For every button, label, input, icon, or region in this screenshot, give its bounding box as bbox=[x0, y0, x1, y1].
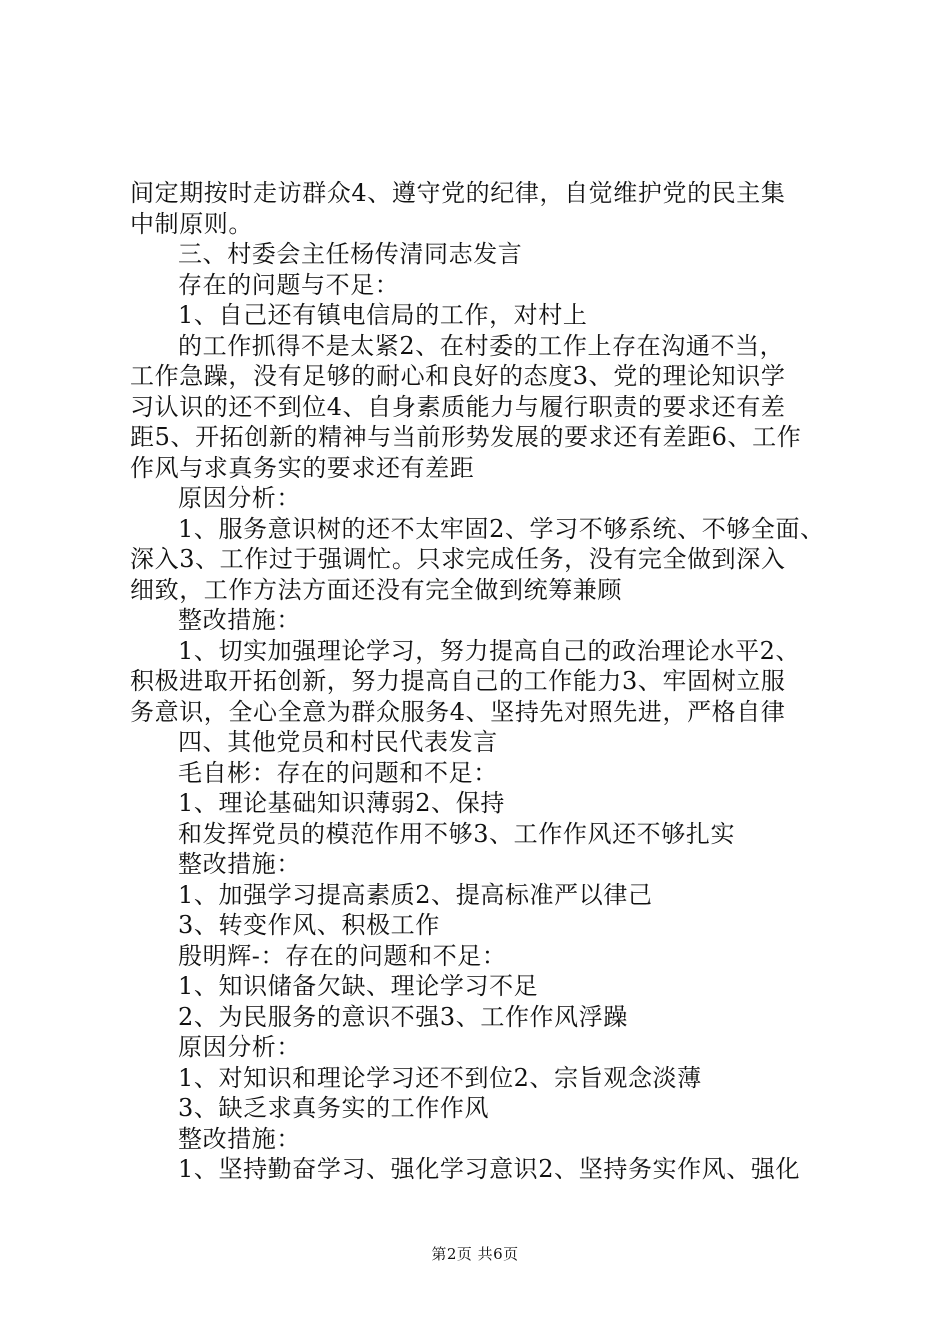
section-heading: 四、其他党员和村民代表发言 bbox=[178, 728, 498, 756]
text-line: 距5、开拓创新的精神与当前形势发展的要求还有差距6、工作 bbox=[130, 423, 802, 451]
text-line: 3、缺乏求真务实的工作作风 bbox=[178, 1094, 490, 1122]
subheading: 整改措施： bbox=[178, 850, 301, 878]
text-line: 细致，工作方法方面还没有完全做到统筹兼顾 bbox=[130, 575, 622, 604]
subheading: 原因分析： bbox=[178, 1033, 301, 1061]
text-line: 和发挥党员的模范作用不够3、工作作风还不够扎实 bbox=[178, 819, 736, 848]
text-line: 1、切实加强理论学习，努力提高自己的政治理论水平2、 bbox=[178, 636, 801, 665]
text-line: 1、自己还有镇电信局的工作，对村上 bbox=[178, 301, 588, 329]
text-line: 1、加强学习提高素质2、提高标准严以律己 bbox=[178, 880, 653, 909]
text-line: 习认识的还不到位4、自身素质能力与履行职责的要求还有差 bbox=[130, 392, 786, 421]
subheading: 整改措施： bbox=[178, 1124, 301, 1153]
document-body bbox=[130, 178, 850, 1185]
text-line: 1、知识储备欠缺、理论学习不足 bbox=[178, 972, 539, 1000]
text-line: 2、为民服务的意识不强3、工作作风浮躁 bbox=[178, 1002, 628, 1031]
text-line: 3、转变作风、积极工作 bbox=[178, 911, 440, 939]
text-line: 间定期按时走访群众4、遵守党的纪律，自觉维护党的民主集 bbox=[130, 179, 786, 207]
text-line: 中制原则。 bbox=[130, 209, 253, 238]
subheading: 原因分析： bbox=[178, 484, 301, 512]
section-heading: 三、村委会主任杨传清同志发言 bbox=[178, 240, 523, 268]
text-line: 务意识，全心全意为群众服务4、坚持先对照先进，严格自律 bbox=[130, 697, 786, 726]
text-line: 1、服务意识树的还不太牢固2、学习不够系统、不够全面、 bbox=[178, 514, 825, 543]
text-line: 作风与求真务实的要求还有差距 bbox=[130, 453, 475, 482]
text-line: 1、对知识和理论学习还不到位2、宗旨观念淡薄 bbox=[178, 1063, 702, 1092]
page-footer bbox=[0, 1244, 950, 1264]
text-line: 的工作抓得不是太紧2、在村委的工作上存在沟通不当， bbox=[178, 331, 785, 360]
subheading: 存在的问题与不足： bbox=[178, 270, 400, 299]
subheading: 殷明辉-：存在的问题和不足： bbox=[178, 941, 507, 970]
page-number: 第2页 共6页 bbox=[431, 1245, 519, 1263]
subheading: 毛自彬：存在的问题和不足： bbox=[178, 758, 498, 787]
subheading: 整改措施： bbox=[178, 606, 301, 634]
text-line: 1、坚持勤奋学习、强化学习意识2、坚持务实作风、强化 bbox=[178, 1155, 801, 1183]
text-line: 1、理论基础知识薄弱2、保持 bbox=[178, 789, 505, 817]
text-line: 深入3、工作过于强调忙。只求完成任务，没有完全做到深入 bbox=[130, 545, 786, 573]
text-line: 积极进取开拓创新，努力提高自己的工作能力3、牢固树立服 bbox=[130, 667, 786, 695]
text-line: 工作急躁，没有足够的耐心和良好的态度3、党的理论知识学 bbox=[130, 362, 786, 390]
